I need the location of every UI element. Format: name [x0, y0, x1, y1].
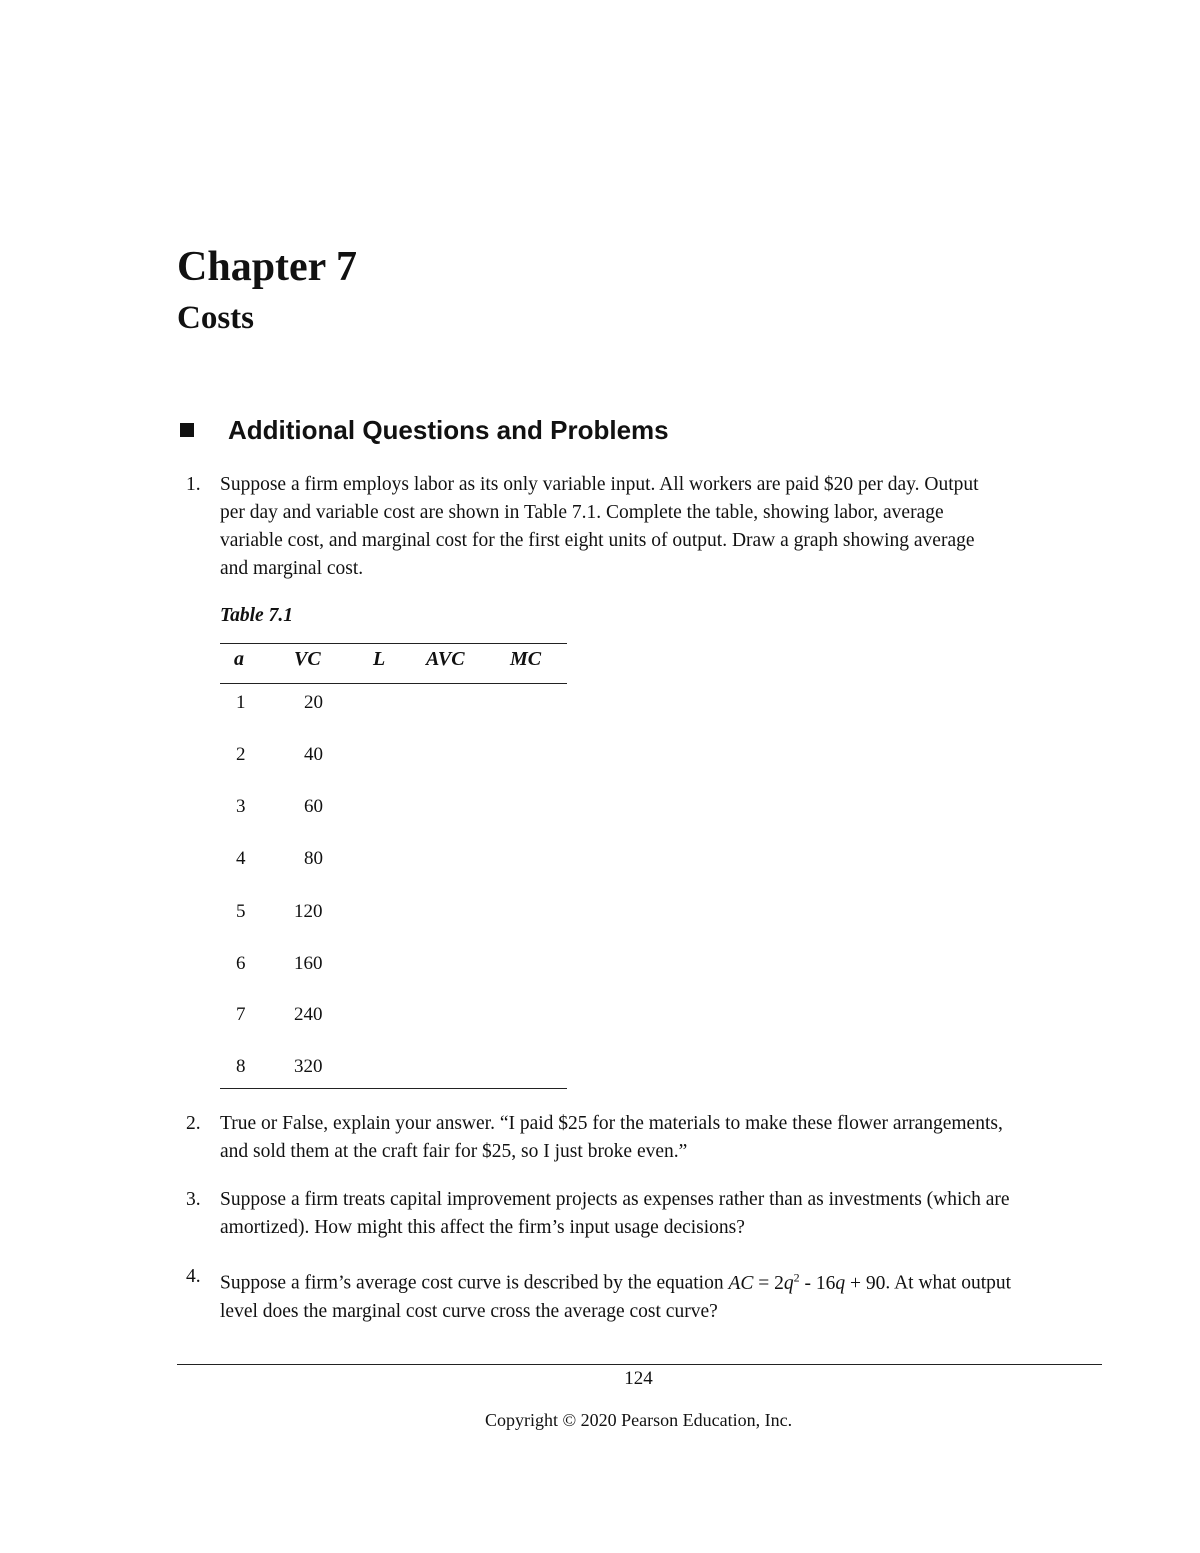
table-bottom-rule: [220, 1088, 567, 1089]
question-text: [220, 471, 1110, 583]
equation: [728, 1270, 886, 1294]
section-heading: [177, 412, 669, 448]
question-text: [220, 1110, 1110, 1166]
table-header-avc: AVC: [426, 648, 465, 670]
question-text-segment: Suppose a firm’s average cost curve is described by the equation: [220, 1272, 729, 1294]
table-cell-vc: 60: [304, 796, 323, 817]
table-header-vc: VC: [294, 648, 321, 670]
table-cell-vc: 40: [304, 744, 323, 765]
table-header-mc: MC: [510, 648, 542, 670]
footer-rule: [177, 1364, 1102, 1365]
chapter-title: Chapter 7: [177, 244, 358, 290]
table-cell-vc: 160: [294, 953, 323, 974]
table-cell-q: 4: [236, 848, 246, 869]
table-cell-vc: 20: [304, 692, 323, 713]
chapter-subtitle: Costs: [177, 300, 255, 336]
table-top-rule: [220, 643, 567, 644]
section-heading-text: Additional Questions and Problems: [228, 415, 669, 445]
question-line: True or False, explain your answer. “I paid $25 for the materials to make these flower arrangements,: [220, 1113, 1003, 1134]
question-number: 3.: [186, 1189, 201, 1210]
square-bullet-icon: [180, 423, 194, 437]
table-cell-q: 7: [236, 1004, 246, 1025]
table-cell-vc: 120: [294, 901, 323, 922]
equation-variable: q: [835, 1272, 846, 1294]
equation-part: + 90: [845, 1272, 886, 1294]
page-number: 124: [624, 1368, 653, 1389]
equation-part: - 16: [799, 1272, 836, 1294]
question-text-segment: . At what output: [885, 1272, 1012, 1294]
question-line: Suppose a firm treats capital improvement projects as expenses rather than as investments (which are: [220, 1189, 1010, 1210]
question-line: per day and variable cost are shown in Table 7.1. Complete the table, showing labor, average: [220, 502, 944, 523]
table-cell-q: 5: [236, 901, 246, 922]
equation-lhs: AC: [728, 1272, 754, 1294]
question-line: level does the marginal cost curve cross the average cost curve?: [220, 1300, 718, 1322]
table-cell-vc: 240: [294, 1004, 323, 1025]
table-header-l: L: [373, 648, 386, 670]
copyright-notice: Copyright © 2020 Pearson Education, Inc.: [484, 1410, 793, 1430]
equation-variable: q: [783, 1272, 794, 1294]
question-line: and marginal cost.: [220, 558, 364, 579]
question-line: and sold them at the craft fair for $25, so I just broke even.”: [220, 1141, 688, 1162]
table-cell-vc: 320: [294, 1056, 323, 1077]
equation-exponent: 2: [793, 1270, 800, 1284]
question-line: [220, 1263, 1110, 1298]
question-line: amortized). How might this affect the firm’s input usage decisions?: [220, 1217, 745, 1238]
question-line: variable cost, and marginal cost for the first eight units of output. Draw a graph showing average: [220, 530, 975, 551]
table-header-a: a: [234, 648, 244, 670]
question-line: Suppose a firm employs labor as its only variable input. All workers are paid $20 per day. Output: [220, 474, 979, 495]
table-cell-q: 1: [236, 692, 246, 713]
question-number: 1.: [186, 474, 201, 495]
table-cell-q: 6: [236, 953, 246, 974]
table-caption: Table 7.1: [220, 605, 293, 626]
question-text: [220, 1186, 1110, 1242]
question-number: 2.: [186, 1113, 201, 1134]
table-header-rule: [220, 683, 567, 684]
question-text: [220, 1263, 1110, 1326]
table-cell-q: 8: [236, 1056, 246, 1077]
table-cell-vc: 80: [304, 848, 323, 869]
table-cell-q: 3: [236, 796, 246, 817]
question-number: 4.: [186, 1266, 201, 1287]
table-cell-q: 2: [236, 744, 246, 765]
equation-part: = 2: [753, 1272, 784, 1294]
